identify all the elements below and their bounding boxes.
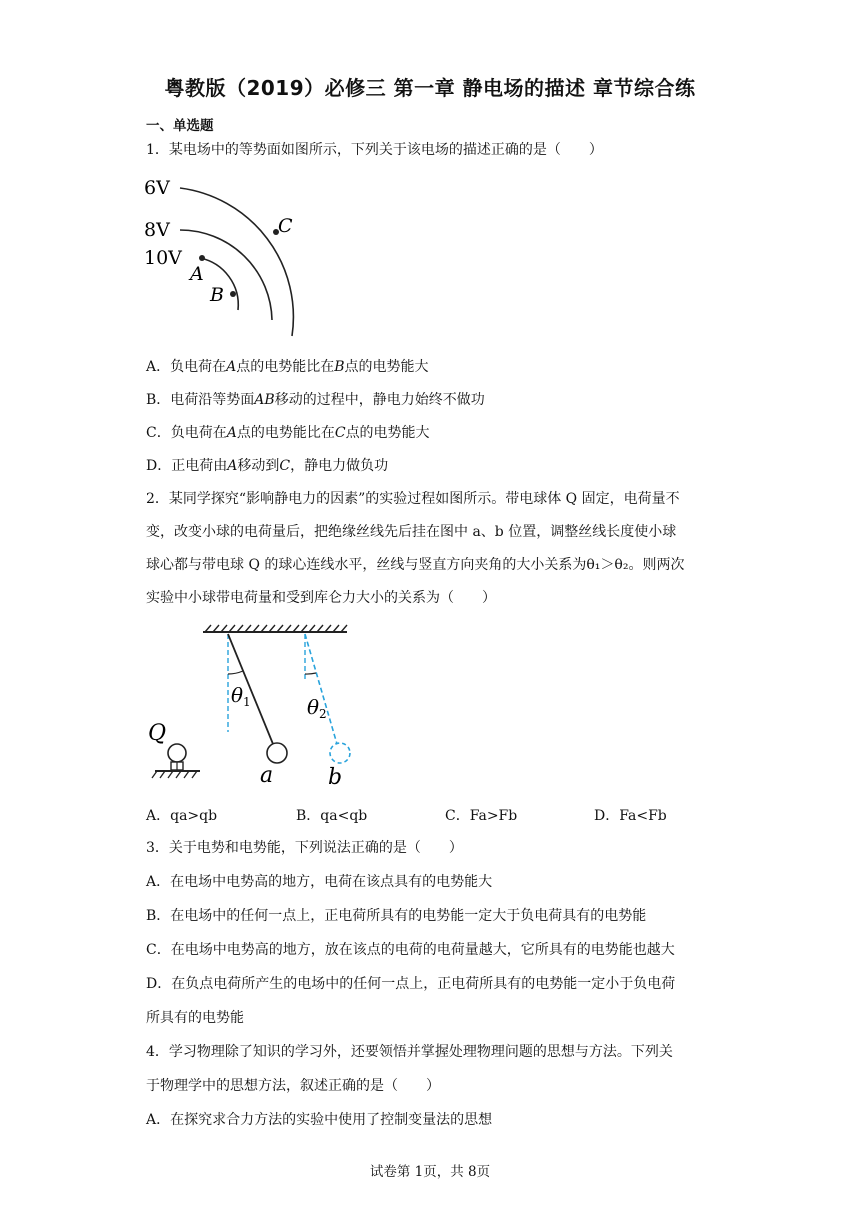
q1-stem: 1．某电场中的等势面如图所示，下列关于该电场的描述正确的是（ ） [146, 142, 603, 158]
q2-option-b: B．qa<qb [296, 808, 368, 824]
section-heading: 一、单选题 [146, 118, 214, 134]
q2-theta1-subscript: 1 [243, 695, 251, 709]
q1-label-10v: 10V [144, 247, 182, 269]
q2-option-a: A．qa>qb [146, 808, 218, 824]
q1-option-b: B．电荷沿等势面AB移动的过程中，静电力始终不做功 [146, 392, 485, 408]
q2-b-label: b [328, 765, 343, 790]
q3-option-c: C．在电场中电势高的地方，放在该点的电荷的电荷量越大，它所具有的电势能也越大 [146, 942, 675, 958]
q2-option-d: D．Fa<Fb [594, 808, 667, 824]
q1-label-6v: 6V [144, 177, 170, 199]
q4-stem-line-1: 4．学习物理除了知识的学习外，还要领悟并掌握处理物理问题的思想与方法。下列关 [146, 1044, 673, 1060]
q1-point-b-label: B [210, 284, 224, 306]
page-title: 粤教版（2019）必修三 第一章 静电场的描述 章节综合练 [164, 76, 696, 100]
page-footer: 试卷第 1页，共 8页 [369, 1164, 491, 1180]
q1-point-c-label: C [278, 215, 293, 237]
q1-option-d: D．正电荷由A移动到C，静电力做负功 [146, 458, 389, 474]
q2-theta2-label: θ [307, 695, 320, 719]
q2-stem-line-1: 2．某同学探究“影响静电力的因素”的实验过程如图所示。带电球体 Q 固定，电荷量不 [146, 491, 680, 507]
q2-pendulum-figure [145, 622, 355, 790]
q1-option-a: A．负电荷在A点的电势能比在B点的电势能大 [146, 359, 429, 375]
q2-theta1-label: θ [231, 683, 244, 707]
q4-stem-line-2: 于物理学中的思想方法，叙述正确的是（ ） [146, 1078, 440, 1094]
q1-label-8v: 8V [144, 219, 170, 241]
q2-stem-line-4: 实验中小球带电荷量和受到库仑力大小的关系为（ ） [146, 590, 496, 606]
q3-option-b: B．在电场中的任何一点上，正电荷所具有的电势能一定大于负电荷具有的电势能 [146, 908, 647, 924]
q3-stem: 3．关于电势和电势能，下列说法正确的是（ ） [146, 840, 463, 856]
q1-option-c: C．负电荷在A点的电势能比在C点的电势能大 [146, 425, 430, 441]
q4-option-a: A．在探究求合力方法的实验中使用了控制变量法的思想 [146, 1112, 493, 1128]
q1-equipotential-figure [140, 170, 315, 340]
q3-option-d-line-2: 所具有的电势能 [146, 1010, 244, 1026]
q3-option-d-line-1: D．在负点电荷所产生的电场中的任何一点上，正电荷所具有的电势能一定小于负电荷 [146, 976, 676, 992]
q2-stem-line-3: 球心都与带电球 Q 的球心连线水平，丝线与竖直方向夹角的大小关系为θ₁＞θ₂。则两次 [146, 557, 685, 573]
q2-option-c: C．Fa>Fb [445, 808, 518, 824]
q1-point-a-label: A [190, 263, 204, 285]
q2-a-label: a [260, 763, 274, 788]
q2-q-label: Q [148, 721, 167, 746]
q2-stem-line-2: 变，改变小球的电荷量后，把绝缘丝线先后挂在图中 a、b 位置，调整丝线长度使小球 [146, 524, 677, 540]
q2-theta2-subscript: 2 [319, 707, 327, 721]
q3-option-a: A．在电场中电势高的地方，电荷在该点具有的电势能大 [146, 874, 493, 890]
